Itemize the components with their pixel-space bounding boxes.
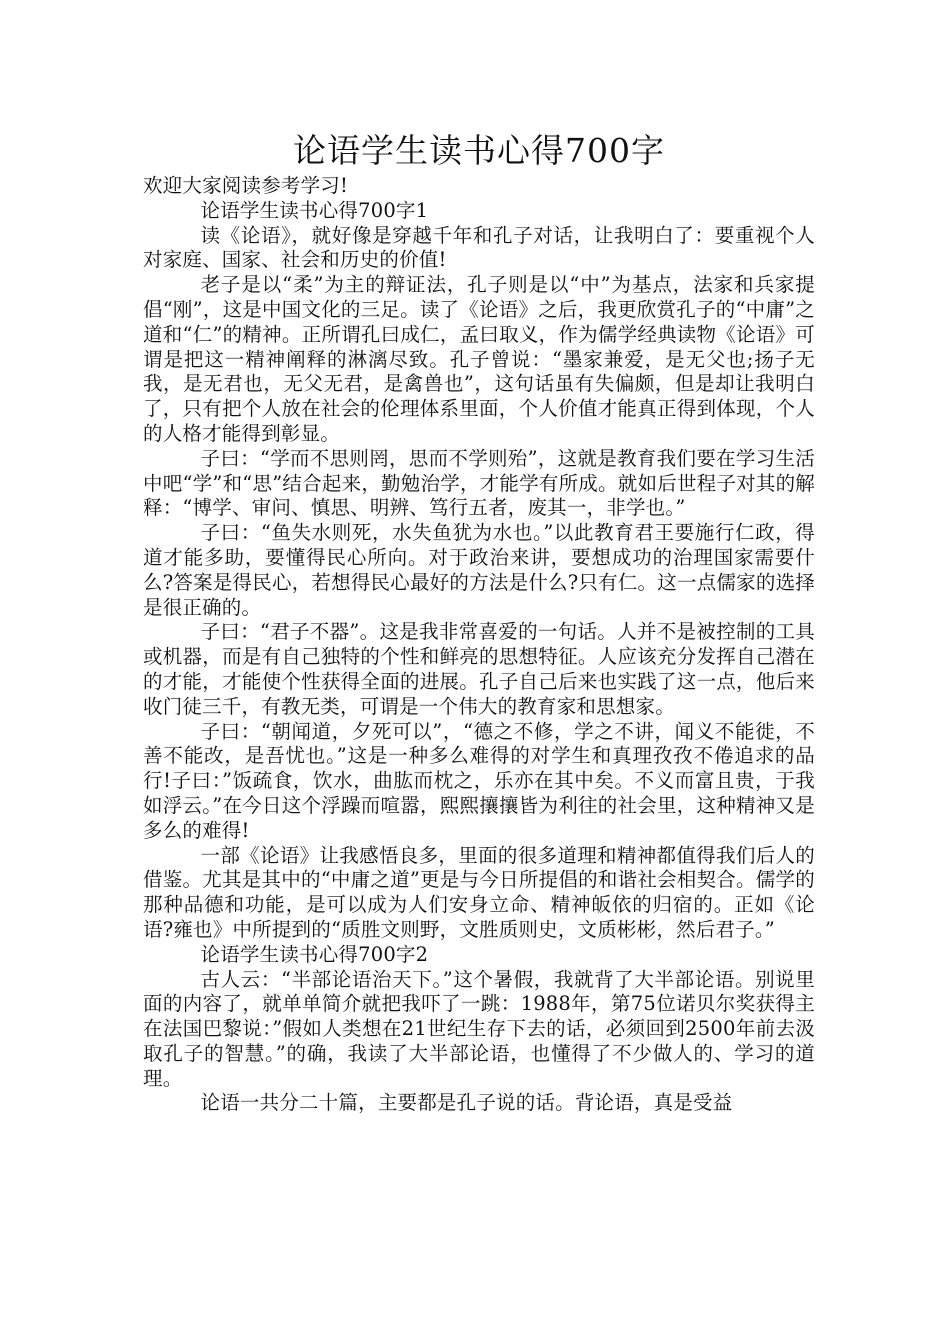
document-title: 论语学生读书心得700字 <box>293 131 665 170</box>
paragraph: 子曰：“君子不器”。这是我非常喜爱的一句话。人并不是被控制的工具或机器，而是有自己独特的个性和鲜亮的思想特征。人应该充分发挥自己潜在的才能，才能使个性获得全面的进展。孔子自己后来也实践了这一点，他后来收门徒三千，有教无类，可谓是一个伟大的教育家和思想家。 <box>143 620 815 718</box>
paragraph: 读《论语》，就好像是穿越千年和孔子对话，让我明白了：要重视个人对家庭、国家、社会和历史的价值! <box>143 223 815 272</box>
document-page <box>143 128 815 1116</box>
paragraph: 子曰：“学而不思则罔，思而不学则殆”，这就是教育我们要在学习生活中吧“学”和“思”结合起来，勤勉治学，才能学有所成。就如后世程子对其的解释：“博学、审问、慎思、明辨、笃行五者，废其一，非学也。” <box>143 446 815 520</box>
paragraph: 子曰：“鱼失水则死，水失鱼犹为水也。”以此教育君王要施行仁政，得道才能多助，要懂得民心所向。对于政治来讲，要想成功的治理国家需要什么?答案是得民心，若想得民心最好的方法是什么?只有仁。这一点儒家的选择是很正确的。 <box>143 521 815 619</box>
paragraph: 子曰：“朝闻道，夕死可以”，“德之不修，学之不讲，闻义不能徙，不善不能改，是吾忧也。”这是一种多么难得的对学生和真理孜孜不倦追求的品行!子曰：”饭疏食，饮水，曲肱而枕之，乐亦在其中矣。不义而富且贵，于我如浮云。”在今日这个浮躁而喧嚣，熙熙攘攘皆为利往的社会里，这种精神又是多么的难得! <box>143 719 815 842</box>
section-heading-2: 论语学生读书心得700字2 <box>200 942 429 966</box>
paragraph: 一部《论语》让我感悟良多，里面的很多道理和精神都值得我们后人的借鉴。尤其是其中的“中庸之道”更是与今日所提倡的和谐社会相契合。儒学的那种品德和功能，是可以成为人们安身立命、精神皈依的归宿的。正如《论语?雍也》中所提到的“质胜文则野，文胜质则史，文质彬彬，然后君子。” <box>143 843 815 941</box>
intro-line: 欢迎大家阅读参考学习! <box>143 174 349 197</box>
section-heading-1: 论语学生读书心得700字1 <box>200 198 429 222</box>
paragraph: 论语一共分二十篇，主要都是孔子说的话。背论语，真是受益 <box>200 1091 733 1115</box>
paragraph: 老子是以“柔”为主的辩证法，孔子则是以“中”为基点，法家和兵家提倡“刚”，这是中国文化的三足。读了《论语》之后，我更欣赏孔子的“中庸”之道和“仁”的精神。正所谓孔曰成仁，孟曰取义，作为儒学经典读物《论语》可谓是把这一精神阐释的淋漓尽致。孔子曾说：“墨家兼爱，是无父也;扬子无我，是无君也，无父无君，是禽兽也”，这句话虽有失偏颇，但是却让我明白了，只有把个人放在社会的伦理体系里面，个人价值才能真正得到体现，个人的人格才能得到彰显。 <box>143 273 815 445</box>
paragraph: 古人云：“半部论语治天下。”这个暑假，我就背了大半部论语。别说里面的内容了，就单单简介就把我吓了一跳：1988年，第75位诺贝尔奖获得主在法国巴黎说：”假如人类想在21世纪生存下去的话，必须回到2500年前去汲取孔子的智慧。”的确，我读了大半部论语，也懂得了不少做人的、学习的道理。 <box>143 967 815 1090</box>
